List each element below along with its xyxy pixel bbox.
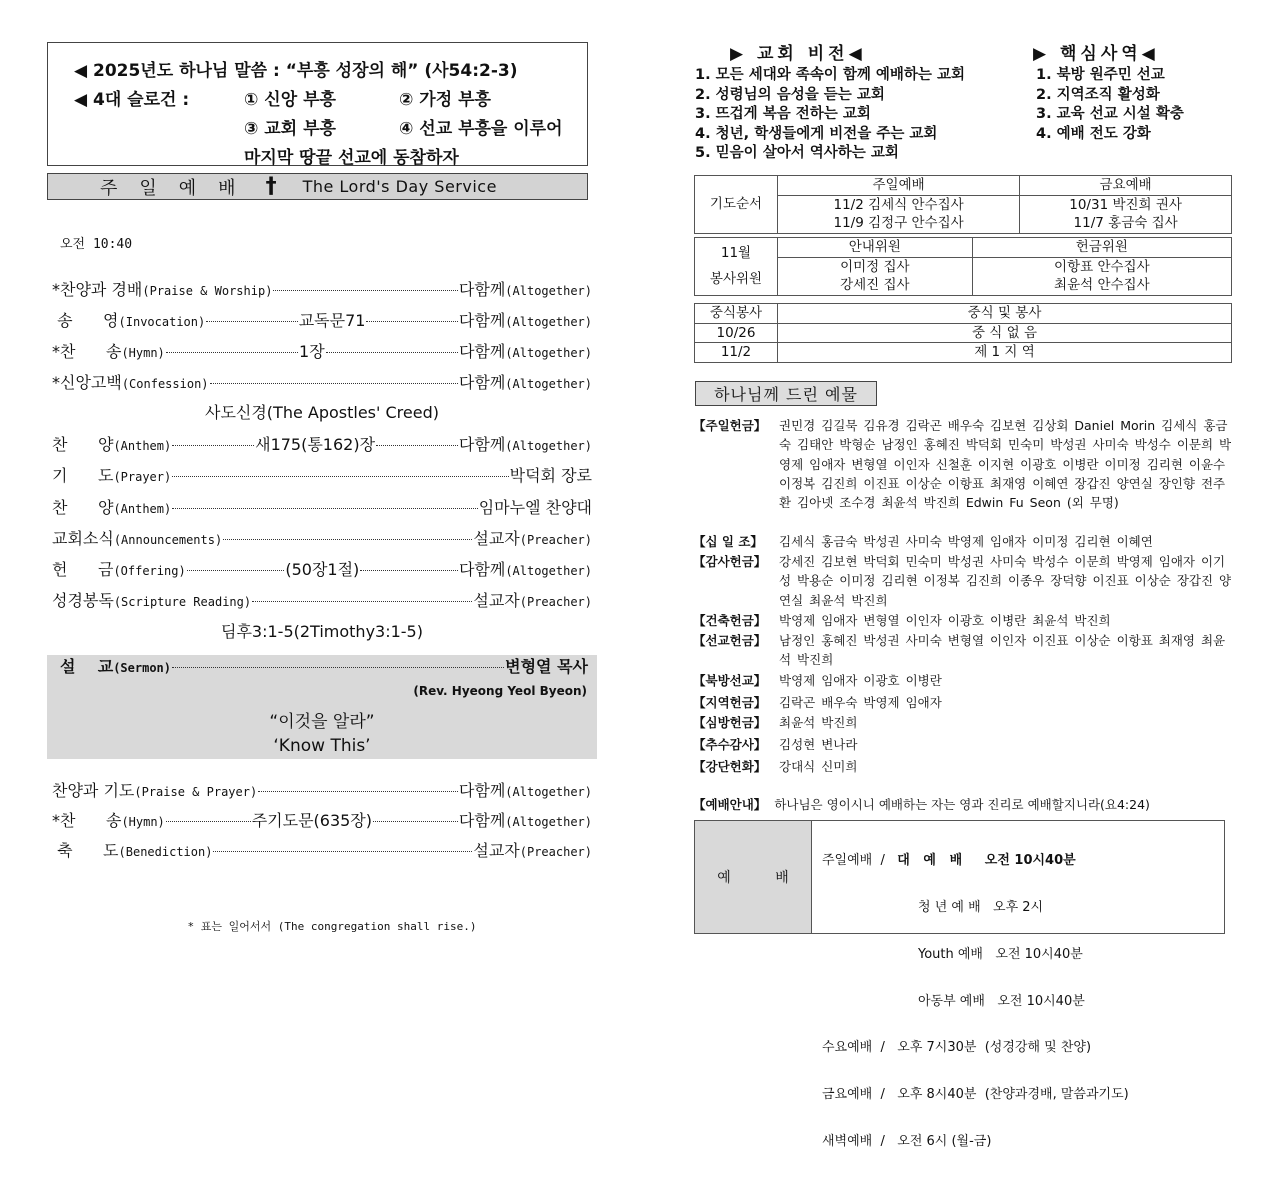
core-list — [1036, 66, 1184, 144]
volunteer-table — [694, 237, 1232, 296]
leader-line — [213, 851, 472, 852]
slogan-1: ① 신앙 부흥 — [244, 90, 336, 110]
offering-label: 【십 일 조】 — [693, 534, 763, 549]
item-leader: 다함께 — [458, 560, 506, 579]
service-title-bar — [47, 173, 588, 200]
cell: 11/2 — [695, 343, 778, 363]
leader-line — [172, 476, 508, 477]
schedule-line: 청 년 예 배 오후 2시 — [918, 899, 1044, 915]
item-leader: 설교자 — [473, 529, 520, 548]
item-leader: 설교자 — [473, 591, 520, 610]
order-item — [52, 838, 592, 861]
item-name-en: (Hymn) — [121, 815, 165, 829]
leader-line — [273, 290, 458, 291]
order-item — [52, 463, 592, 486]
offering-category — [693, 631, 1233, 670]
item-name-en: (Prayer) — [113, 470, 172, 484]
slogan-3: ③ 교회 부흥 — [244, 119, 336, 139]
offering-category — [693, 713, 1233, 732]
volunteer-label: 11월 — [720, 245, 752, 262]
notice-text: 하나님은 영이시니 예배하는 자는 영과 진리로 예배할지니라(요4:24) — [774, 797, 1150, 812]
offering-names: 강세진 김보현 박덕회 민숙미 박성권 사미숙 박성수 이문희 박영제 임애자 이기성 박용순 이미정 김리현 이정복 김진희 이종우 장덕향 이진표 이상순 장갑진 양연실 최윤석 박진희 — [779, 554, 1232, 608]
core-item: 2. 지역조직 활성화 — [1036, 86, 1160, 103]
leader-line — [166, 352, 298, 353]
lunch-table — [694, 303, 1232, 363]
item-name-en: (Praise & Worship) — [142, 284, 273, 298]
vision-item: 3. 뜨겁게 복음 전하는 교회 — [695, 106, 871, 122]
leader-line — [206, 321, 297, 322]
item-leader: 다함께 — [458, 811, 506, 830]
cell: 이미정 집사 — [778, 257, 973, 276]
item-detail: 새175(통162)장 — [255, 435, 376, 454]
core-item: 1. 북방 원주민 선교 — [1036, 67, 1165, 83]
cell: 11/9 김정구 안수집사 — [778, 214, 1020, 233]
vision-item: 4. 청년, 학생들에게 비전을 주는 교회 — [695, 125, 938, 142]
item-name: *신앙고백 — [52, 373, 122, 392]
item-leader: 임마누엘 찬양대 — [478, 498, 592, 517]
leader-line — [258, 791, 458, 792]
leader-line — [187, 570, 285, 571]
leader-line — [326, 352, 458, 353]
preacher-en: (Rev. Hyeong Yeol Byeon) — [413, 684, 587, 698]
prayer-label: 기도순서 — [695, 176, 778, 234]
item-name-en: (Anthem) — [113, 439, 172, 453]
offering-category — [693, 671, 1233, 690]
item-name: 헌 금 — [52, 560, 114, 579]
offering-names: 박영제 임애자 변형열 이인자 이광호 이병란 최윤석 박진희 — [779, 613, 1111, 628]
item-leader-en: (Altogether) — [505, 815, 592, 829]
prayer-table — [694, 175, 1232, 234]
service-time: 오전 10:40 — [60, 237, 133, 252]
item-leader-en: (Altogether) — [505, 564, 593, 578]
item-name: *찬 송 — [52, 342, 122, 361]
item-leader-en: (Altogether) — [505, 346, 593, 360]
order-item — [52, 308, 592, 331]
offering-label: 【북방선교】 — [693, 673, 767, 688]
offering-names: 최윤석 박진희 — [779, 715, 858, 730]
schedule-line: Youth 예배 오전 10시40분 — [918, 946, 1083, 962]
offering-category — [693, 416, 1233, 512]
item-name: 찬양과 기도 — [52, 781, 135, 800]
item-name: 교회소식 — [52, 529, 114, 548]
core-item: 4. 예배 전도 강화 — [1036, 125, 1151, 142]
item-name: 송 영 — [52, 311, 119, 330]
slogan-tail: 마지막 땅끝 선교에 동참하자 — [244, 148, 459, 168]
item-name: 설 교 — [60, 657, 114, 676]
cell: 10/26 — [695, 323, 778, 343]
leader-line — [366, 321, 457, 322]
offering-names: 강대식 신미희 — [779, 759, 858, 774]
scripture-reference: 딤후3:1-5(2Timothy3:1-5) — [221, 622, 423, 641]
worship-notice — [693, 795, 1150, 813]
item-name: 기 도 — [52, 466, 114, 485]
item-leader-en: (Altogether) — [505, 284, 592, 298]
offering-label: 【강단헌화】 — [693, 759, 767, 774]
leader-line — [172, 508, 477, 509]
schedule-line: 주일예배 / — [822, 853, 885, 869]
item-name: 축 도 — [52, 841, 119, 860]
offering-label: 【심방헌금】 — [693, 715, 767, 730]
slogan-2: ② 가정 부흥 — [399, 90, 491, 110]
offering-label: 【건축헌금】 — [693, 613, 767, 628]
item-leader: 변형열 목사 — [505, 657, 588, 676]
leader-line — [172, 667, 504, 668]
item-name: 성경봉독 — [52, 591, 114, 610]
item-name-en: (Anthem) — [113, 502, 172, 516]
item-leader-en: (Preacher) — [519, 595, 592, 609]
item-leader: 다함께 — [458, 311, 506, 330]
order-item — [52, 808, 592, 831]
offering-names: 김락곤 배우숙 박영제 임애자 — [779, 695, 942, 710]
item-detail: 1장 — [299, 342, 325, 361]
item-name-en: (Confession) — [121, 377, 209, 391]
vision-item: 1. 모든 세대와 족속이 함께 예배하는 교회 — [695, 67, 965, 83]
main-service-time: 대 예 배 오전 10시40분 — [897, 853, 1076, 869]
leader-line — [223, 539, 472, 540]
sermon-title-ko: “이것을 알라” — [269, 712, 375, 732]
leader-line — [373, 821, 458, 822]
offering-names: 김성현 변나라 — [779, 737, 858, 752]
core-item: 3. 교육 선교 시설 확충 — [1036, 106, 1184, 122]
order-item — [52, 495, 592, 518]
leader-line — [360, 570, 458, 571]
service-title-ko: 주일예배 — [100, 177, 258, 199]
yearly-verse: ◀ 2025년도 하나님 말씀 : “부흥 성장의 해” (사54:2-3) — [74, 61, 518, 81]
footnote: * 표는 일어서서 (The congregation shall rise.) — [187, 920, 477, 933]
offering-category — [693, 611, 1233, 630]
slogan-label: ◀ 4대 슬로건 : — [74, 90, 190, 110]
worship-schedule-table — [694, 820, 1225, 1149]
offering-names: 남정인 홍혜진 박성권 사미숙 변형열 이인자 이진표 이상순 이항표 최재영 최윤석 박진희 — [779, 633, 1226, 668]
item-leader-en: (Preacher) — [519, 533, 592, 547]
order-item — [52, 557, 592, 580]
leader-line — [252, 601, 472, 602]
leader-line — [166, 821, 251, 822]
order-item — [52, 526, 592, 549]
cell: 이항표 안수집사 — [972, 257, 1231, 276]
schedule-line: 금요예배 / 오후 8시40분 (찬양과경배, 말씀과기도) — [822, 1087, 1129, 1103]
cell: 10/31 박진희 권사 — [1020, 195, 1232, 214]
volunteer-label: 봉사위원 — [709, 271, 763, 288]
offering-label: 【추수감사】 — [693, 737, 767, 752]
offering-label: 【주일헌금】 — [693, 418, 767, 433]
item-leader-en: (Altogether) — [505, 785, 592, 799]
item-name: 찬 양 — [52, 498, 114, 517]
item-name: *찬 송 — [52, 811, 122, 830]
leader-line — [210, 383, 458, 384]
cell: 최윤석 안수집사 — [972, 276, 1231, 295]
leader-line — [172, 445, 254, 446]
vision-item: 2. 성령님의 음성을 듣는 교회 — [695, 86, 885, 103]
item-leader: 다함께 — [458, 280, 506, 299]
offerings-title: 하나님께 드린 예물 — [695, 381, 877, 406]
yearly-theme-box — [47, 42, 588, 166]
item-name-en: (Benediction) — [118, 845, 213, 859]
vision-title: ▶ 교회 비전◀ — [730, 44, 866, 64]
item-name-en: (Hymn) — [121, 346, 165, 360]
cross-icon: † — [265, 174, 277, 199]
item-leader: 다함께 — [458, 435, 506, 454]
vision-item: 5. 믿음이 살아서 역사하는 교회 — [695, 145, 899, 161]
item-leader-en: (Altogether) — [505, 439, 592, 453]
offering-names: 김세식 홍금숙 박성권 사미숙 박영제 임애자 이미정 김리현 이혜연 — [779, 534, 1153, 549]
schedule-line: 수요예배 / 오후 7시30분 (성경강해 및 찬양) — [822, 1040, 1092, 1056]
header: 중식봉사 — [695, 304, 778, 324]
offering-category — [693, 735, 1233, 754]
item-name-en: (Scripture Reading) — [113, 595, 252, 609]
item-leader-en: (Preacher) — [519, 845, 592, 859]
order-item — [60, 654, 588, 677]
item-detail: 교독문71 — [298, 311, 366, 330]
order-item — [52, 778, 592, 801]
header: 주일예배 — [778, 176, 1020, 196]
cell: 11/2 김세식 안수집사 — [778, 195, 1020, 214]
offering-category — [693, 757, 1233, 776]
order-item — [52, 277, 592, 300]
item-leader: 박덕회 장로 — [509, 466, 592, 485]
item-leader-en: (Altogether) — [505, 315, 592, 329]
header: 금요예배 — [1020, 176, 1232, 196]
item-leader: 설교자 — [473, 841, 520, 860]
item-name: *찬양과 경배 — [52, 280, 143, 299]
cell: 제 1 지 역 — [778, 343, 1232, 363]
leader-line — [376, 445, 458, 446]
sermon-title-en: ‘Know This’ — [273, 736, 371, 756]
cell: 중 식 없 음 — [778, 323, 1232, 343]
item-name-en: (Announcements) — [113, 533, 223, 547]
item-leader: 다함께 — [458, 342, 506, 361]
offering-names: 박영제 임애자 이광호 이병란 — [779, 673, 942, 688]
offering-label: 【선교헌금】 — [693, 633, 767, 648]
schedule-line: 새벽예배 / 오전 6시 (월-금) — [822, 1133, 992, 1149]
item-detail: (50장1절) — [285, 560, 360, 579]
header: 안내위원 — [778, 238, 973, 258]
order-item — [52, 370, 592, 393]
offering-category — [693, 532, 1233, 551]
item-name-en: (Invocation) — [118, 315, 206, 329]
offering-label: 【감사헌금】 — [693, 554, 767, 569]
item-leader: 다함께 — [458, 373, 506, 392]
creed: 사도신경(The Apostles' Creed) — [204, 403, 439, 422]
item-leader-en: (Altogether) — [505, 377, 592, 391]
service-title-en: The Lord's Day Service — [302, 177, 497, 196]
core-title: ▶ 핵심사역◀ — [1033, 44, 1159, 64]
order-item — [52, 432, 592, 455]
offering-category — [693, 552, 1233, 610]
item-detail: 주기도문(635장) — [251, 811, 373, 830]
header: 헌금위원 — [972, 238, 1231, 258]
order-item — [52, 339, 592, 362]
item-leader: 다함께 — [458, 781, 506, 800]
order-item — [52, 588, 592, 611]
cell: 강세진 집사 — [778, 276, 973, 295]
item-name-en: (Sermon) — [113, 661, 171, 675]
offering-label: 【지역헌금】 — [693, 695, 767, 710]
cell: 11/7 홍금숙 집사 — [1020, 214, 1232, 233]
item-name-en: (Offering) — [113, 564, 186, 578]
item-name: 찬 양 — [52, 435, 114, 454]
offering-names: 권민경 김길묵 김유경 김락곤 배우숙 김보현 김상회 Daniel Morin 김세식 홍금숙 김태안 박형순 남정인 홍혜진 박덕회 민숙미 박성권 사미숙 박성수 이문희 박영제 임애자 변형열 이인자 신철훈 이지현 이광호 이병란 이미정 김리현 이윤수 이정복 김진희 이진표 이상순 이항표 최재영 이혜연 장갑진 양연실 장인향 전주환 김아넷 조수경 최윤석 박진희 Edwin Fu Seon (외 무명) — [779, 418, 1232, 511]
notice-label: 【예배안내】 — [693, 797, 767, 812]
offering-category — [693, 693, 1233, 712]
slogan-4: ④ 선교 부흥을 이루어 — [399, 119, 563, 139]
item-name-en: (Praise & Prayer) — [134, 785, 258, 799]
vision-list — [695, 66, 965, 164]
worship-label: 예 배 — [695, 821, 812, 933]
header: 중식 및 봉사 — [778, 304, 1232, 324]
schedule-line: 아동부 예배 오전 10시40분 — [918, 993, 1085, 1009]
